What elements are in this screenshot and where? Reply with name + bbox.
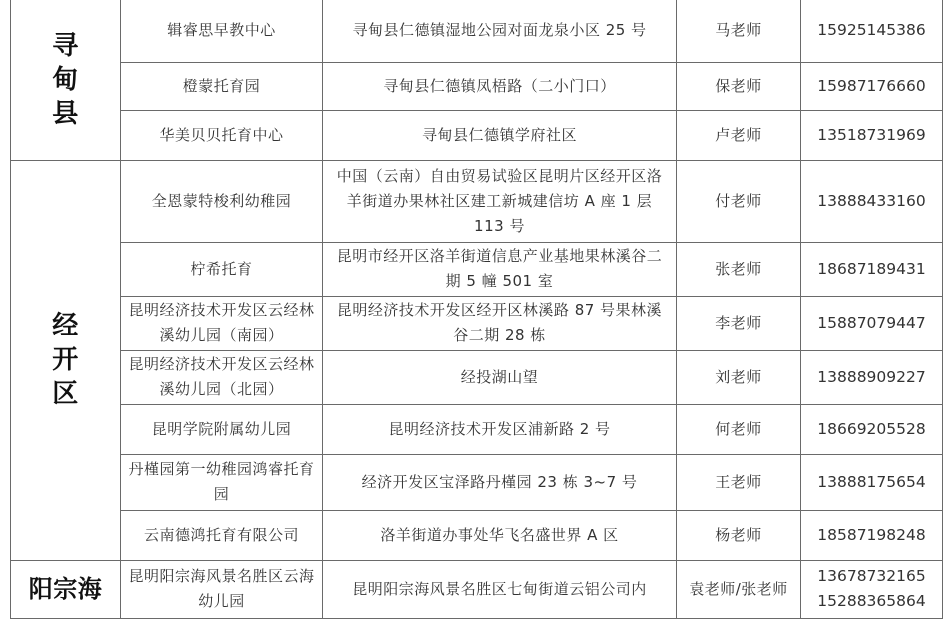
table-row — [11, 62, 943, 110]
institution-address: 洛羊街道办事处华飞名盛世界 A 区 — [323, 510, 677, 560]
table-row — [11, 0, 943, 62]
institution-address: 昆明阳宗海风景名胜区七甸街道云铝公司内 — [323, 560, 677, 618]
contact-phone: 18587198248 — [801, 510, 943, 560]
institution-name: 华美贝贝托育中心 — [121, 110, 323, 160]
contact-phone: 18687189431 — [801, 242, 943, 296]
table-row — [11, 242, 943, 296]
contact-phones — [801, 560, 943, 618]
institution-name: 昆明经济技术开发区云经林溪幼儿园（南园） — [121, 296, 323, 350]
institution-name: 云南德鸿托育有限公司 — [121, 510, 323, 560]
contact-phone: 13518731969 — [801, 110, 943, 160]
contact-phone: 18669205528 — [801, 404, 943, 454]
institution-address: 寻甸县仁德镇学府社区 — [323, 110, 677, 160]
contact-phone: 15925145386 — [801, 0, 943, 62]
table-row — [11, 160, 943, 242]
institution-address: 经投湖山望 — [323, 350, 677, 404]
contact-phone-secondary: 15288365864 — [817, 592, 926, 610]
institution-name: 昆明经济技术开发区云经林溪幼儿园（北园） — [121, 350, 323, 404]
contact-person: 袁老师/张老师 — [677, 560, 801, 618]
table-row — [11, 404, 943, 454]
table-row — [11, 110, 943, 160]
contact-phone: 15887079447 — [801, 296, 943, 350]
contact-person: 保老师 — [677, 62, 801, 110]
institution-address: 中国（云南）自由贸易试验区昆明片区经开区洛羊街道办果林社区建工新城建信坊 A 座 1 层 113 号 — [323, 160, 677, 242]
table-row — [11, 296, 943, 350]
table-row — [11, 350, 943, 404]
contact-phone: 13888433160 — [801, 160, 943, 242]
contact-phone: 13678732165 — [817, 567, 926, 585]
institution-name: 丹槿园第一幼稚园鸿睿托育园 — [121, 454, 323, 510]
region-cell: 阳宗海 — [11, 560, 121, 618]
institution-name: 昆明阳宗海风景名胜区云海幼儿园 — [121, 560, 323, 618]
contact-phone: 15987176660 — [801, 62, 943, 110]
childcare-table — [10, 0, 943, 619]
contact-person: 马老师 — [677, 0, 801, 62]
institution-name: 全恩蒙特梭利幼稚园 — [121, 160, 323, 242]
contact-person: 李老师 — [677, 296, 801, 350]
table-row — [11, 510, 943, 560]
institution-name: 橙蒙托育园 — [121, 62, 323, 110]
institution-name: 辑睿思早教中心 — [121, 0, 323, 62]
contact-phone: 13888909227 — [801, 350, 943, 404]
contact-person: 张老师 — [677, 242, 801, 296]
contact-person: 王老师 — [677, 454, 801, 510]
contact-person: 付老师 — [677, 160, 801, 242]
region-cell: 经开区 — [11, 160, 121, 560]
institution-address: 寻甸县仁德镇湿地公园对面龙泉小区 25 号 — [323, 0, 677, 62]
table-row — [11, 560, 943, 618]
contact-person: 杨老师 — [677, 510, 801, 560]
institution-name: 柠希托育 — [121, 242, 323, 296]
institution-address: 昆明经济技术开发区经开区林溪路 87 号果林溪谷二期 28 栋 — [323, 296, 677, 350]
contact-person: 刘老师 — [677, 350, 801, 404]
institution-address: 昆明市经开区洛羊街道信息产业基地果林溪谷二期 5 幢 501 室 — [323, 242, 677, 296]
institution-name: 昆明学院附属幼儿园 — [121, 404, 323, 454]
institution-address: 经济开发区宝泽路丹槿园 23 栋 3~7 号 — [323, 454, 677, 510]
contact-person: 卢老师 — [677, 110, 801, 160]
contact-person: 何老师 — [677, 404, 801, 454]
region-cell: 寻甸县 — [11, 0, 121, 160]
table-row — [11, 454, 943, 510]
institution-address: 寻甸县仁德镇凤梧路（二小门口） — [323, 62, 677, 110]
institution-address: 昆明经济技术开发区浦新路 2 号 — [323, 404, 677, 454]
contact-phone: 13888175654 — [801, 454, 943, 510]
